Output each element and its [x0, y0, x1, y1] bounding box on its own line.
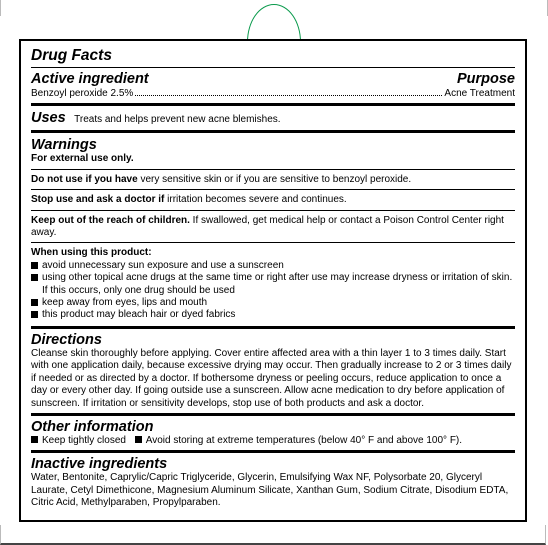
label-frame-bottom	[0, 525, 546, 545]
uses-text: Treats and helps prevent new acne blemishes.	[74, 114, 281, 126]
other-information-items	[31, 435, 515, 447]
active-ingredient-row	[31, 88, 515, 100]
when-using-block	[31, 242, 515, 325]
external-use-text: For external use only.	[31, 153, 134, 165]
purpose-heading: Purpose	[456, 71, 515, 87]
keep-out-line	[31, 210, 515, 243]
square-bullet-icon	[31, 436, 38, 443]
square-bullet-icon	[31, 299, 38, 306]
uses-section	[31, 103, 515, 130]
list-item: this product may bleach hair or dyed fabrics	[31, 309, 515, 321]
other-information-heading: Other information	[31, 418, 154, 435]
do-not-use-line	[31, 169, 515, 189]
list-item: keep away from eyes, lips and mouth	[31, 297, 515, 309]
warnings-section	[31, 130, 515, 325]
keep-out-label: Keep out of the reach of children.	[31, 214, 190, 226]
warnings-heading: Warnings	[31, 137, 97, 154]
square-bullet-icon	[31, 274, 38, 281]
square-bullet-icon	[31, 311, 38, 318]
active-ingredient-name: Benzoyl peroxide 2.5%	[31, 88, 134, 99]
leader-dots	[135, 95, 442, 96]
square-bullet-icon	[31, 262, 38, 269]
other-item-closed: Keep tightly closed	[42, 434, 126, 446]
stop-use-text: irritation becomes severe and continues.	[164, 194, 347, 206]
title-section	[31, 41, 515, 103]
do-not-use-label: Do not use if you have	[31, 173, 138, 185]
stop-use-label: Stop use and ask a doctor if	[31, 194, 165, 206]
drug-facts-panel	[19, 39, 527, 522]
drug-facts-title: Drug Facts	[31, 47, 112, 64]
inactive-ingredients-section	[31, 450, 515, 512]
keep-out-text: If swallowed, get medical help or contact a Poison Control Center right away.	[31, 214, 504, 239]
stop-use-line	[31, 189, 515, 209]
list-item: avoid unnecessary sun exposure and use a sunscreen	[31, 260, 515, 272]
when-using-heading: When using this product:	[31, 247, 152, 259]
active-ingredient-purpose: Acne Treatment	[444, 88, 515, 99]
active-ingredient-heading: Active ingredient	[31, 71, 149, 87]
do-not-use-text: very sensitive skin or if you are sensitive to benzoyl peroxide.	[137, 173, 412, 185]
other-information-section	[31, 413, 515, 450]
list-item: using other topical acne drugs at the same time or right after use may increase dryness or irritation of skin. If this occurs, only one drug should be used	[31, 272, 515, 297]
inactive-ingredients-heading: Inactive ingredients	[31, 456, 168, 473]
square-bullet-icon	[135, 436, 142, 443]
inactive-ingredients-text: Water, Bentonite, Caprylic/Capric Triglyceride, Glycerin, Emulsifying Wax NF, Polysorbate 20, Glyceryl Laurate, Cetyl Dimethicone, Magnesium Aluminum Silicate, Xanthan Gum, Sodium Citrate, Disodium EDTA, Citric Acid, Methylparaben, Propylparaben.	[31, 472, 509, 509]
uses-heading: Uses	[31, 110, 66, 127]
directions-text: Cleanse skin thoroughly before applying. Cover entire affected area with a thin layer 1 to 3 times daily. Start with one application daily, because excessive drying may occur. Then gradually increase to 2 or 3 times daily if needed or as directed by a doctor. If bothersome dryness or peeling occurs, reduce application to once a day or every other day. If going outside use a sunscreen. Allow acne medication to dry before application of sunscreen. If irritation or sensitivity develops, stop use of both products and ask a doctor.	[31, 347, 512, 409]
directions-heading: Directions	[31, 331, 102, 348]
other-item-temperature: Avoid storing at extreme temperatures (below 40° F and above 100° F).	[145, 434, 463, 446]
directions-section	[31, 326, 515, 413]
active-ingredient-block	[31, 67, 515, 103]
